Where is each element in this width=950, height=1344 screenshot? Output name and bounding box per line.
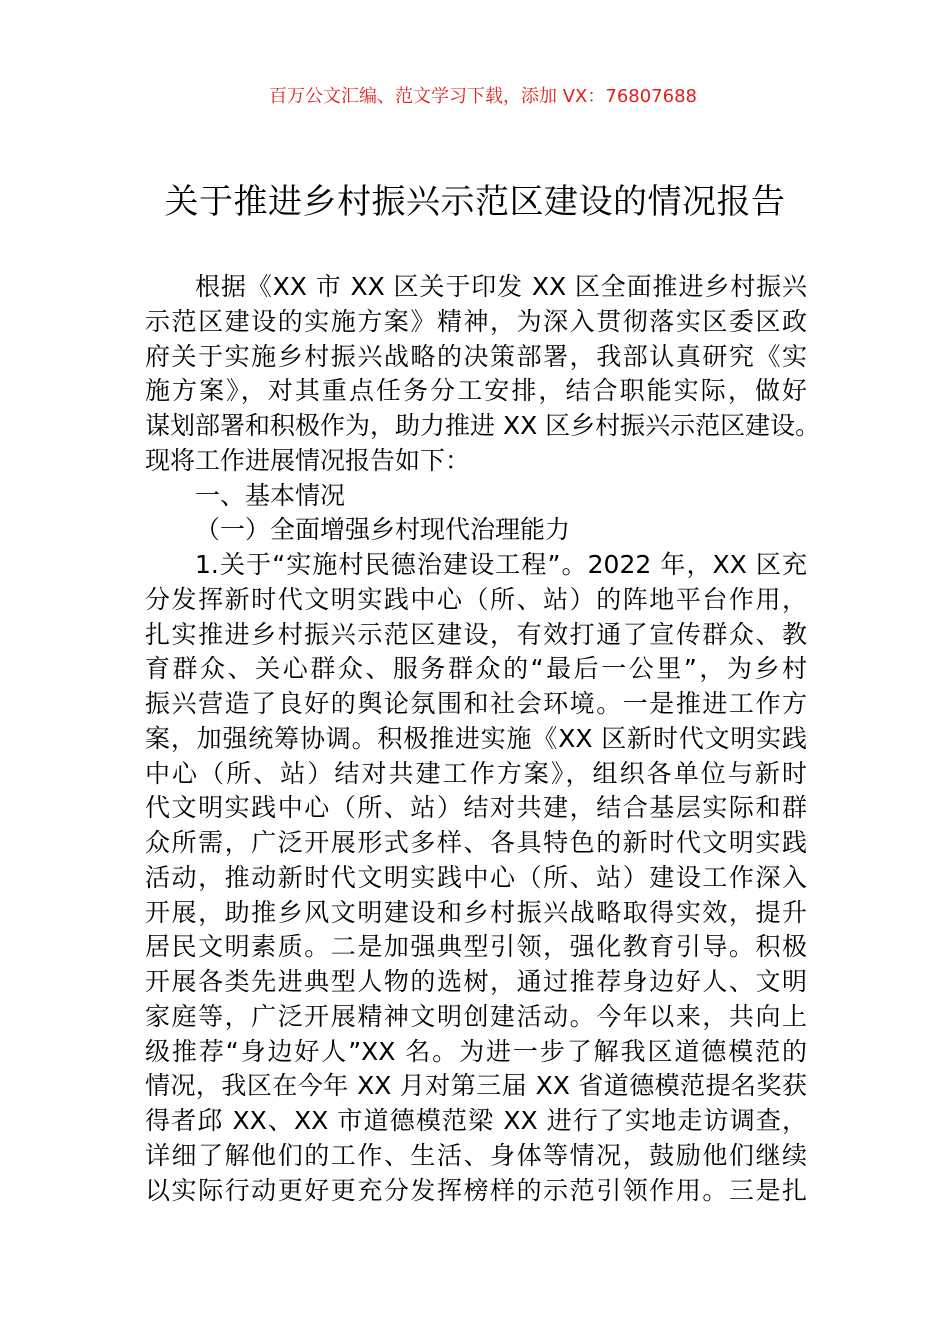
body-text-line: 中心（所、站）结对共建工作方案》，组织各单位与新时 bbox=[145, 758, 807, 788]
body-text-line: 众所需，广泛开展形式多样、各具特色的新时代文明实践 bbox=[145, 828, 807, 857]
body-text-line: 现将工作进展情况报告如下： bbox=[145, 445, 471, 475]
body-text-line: 振兴营造了良好的舆论氛围和社会环境。一是推进工作方 bbox=[145, 689, 807, 718]
body-text-line: 示范区建设的实施方案》精神，为深入贯彻落实区委区政 bbox=[145, 306, 807, 336]
watermark-header: 百万公文汇编、范文学习下载，添加 VX：76807688 bbox=[269, 86, 697, 107]
body-text-line: 分发挥新时代文明实践中心（所、站）的阵地平台作用， bbox=[145, 584, 807, 614]
body-text-line: 案，加强统筹协调。积极推进实施《XX 区新时代文明实践 bbox=[145, 723, 807, 753]
body-text-line: 1.关于“实施村民德治建设工程”。2022 年，XX 区充 bbox=[195, 550, 807, 579]
body-text-line: 居民文明素质。二是加强典型引领，强化教育引导。积极 bbox=[145, 932, 807, 962]
document-body bbox=[145, 270, 821, 1208]
body-text-line: 以实际行动更好更充分发挥榜样的示范引领作用。三是扎 bbox=[145, 1175, 807, 1205]
body-text-line: 施方案》，对其重点任务分工安排，结合职能实际，做好 bbox=[145, 376, 807, 406]
body-text-line: （一）全面增强乡村现代治理能力 bbox=[195, 515, 571, 545]
body-text-line: 级推荐“身边好人”XX 名。为进一步了解我区道德模范的 bbox=[145, 1036, 807, 1066]
document-title: 关于推进乡村振兴示范区建设的情况报告 bbox=[164, 182, 786, 222]
body-text-line: 家庭等，广泛开展精神文明创建活动。今年以来，共向上 bbox=[145, 1001, 807, 1031]
body-text-line: 一、基本情况 bbox=[195, 480, 346, 510]
body-text-line: 根据《XX 市 XX 区关于印发 XX 区全面推进乡村振兴 bbox=[195, 272, 807, 301]
body-text-line: 开展，助推乡风文明建设和乡村振兴战略取得实效，提升 bbox=[145, 897, 807, 927]
body-text-line: 代文明实践中心（所、站）结对共建，结合基层实际和群 bbox=[145, 793, 807, 823]
body-text-line: 详细了解他们的工作、生活、身体等情况，鼓励他们继续 bbox=[145, 1140, 807, 1170]
body-text-line: 扎实推进乡村振兴示范区建设，有效打通了宣传群众、教 bbox=[145, 619, 807, 649]
body-text-line: 情况，我区在今年 XX 月对第三届 XX 省道德模范提名奖获 bbox=[145, 1071, 807, 1101]
body-text-line: 得者邱 XX、XX 市道德模范梁 XX 进行了实地走访调查， bbox=[145, 1106, 807, 1135]
body-text-line: 开展各类先进典型人物的选树，通过推荐身边好人、文明 bbox=[145, 967, 807, 996]
body-text-line: 育群众、关心群众、服务群众的“最后一公里”，为乡村 bbox=[145, 654, 807, 684]
body-text-line: 谋划部署和积极作为，助力推进 XX 区乡村振兴示范区建设。 bbox=[145, 411, 821, 440]
body-text-line: 府关于实施乡村振兴战略的决策部署，我部认真研究《实 bbox=[145, 341, 807, 371]
body-text-line: 活动，推动新时代文明实践中心（所、站）建设工作深入 bbox=[145, 862, 807, 892]
